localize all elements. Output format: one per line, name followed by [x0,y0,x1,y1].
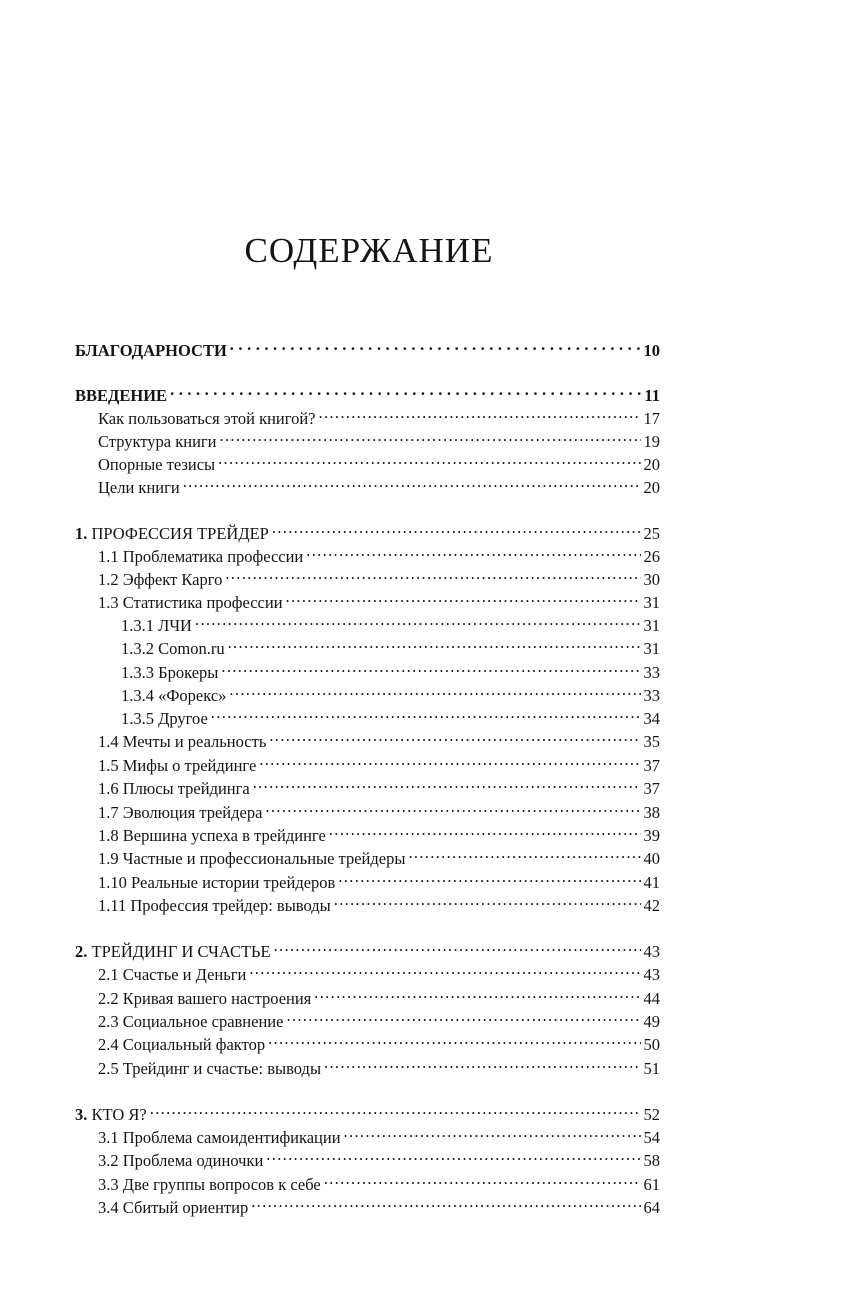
toc-entry-label: 3.4 Сбитый ориентир [98,1198,249,1217]
chapter-title: ТРЕЙДИНГ И СЧАСТЬЕ [87,942,271,961]
toc-entry-introduction [75,378,660,405]
toc-entry-label: 2.1 Счастье и Деньги [98,965,247,984]
toc-entry-label: 1.2 Эффект Карго [98,570,223,589]
dot-leader [259,748,640,771]
toc-entry [75,888,660,915]
chapter-number: 2. [75,942,88,961]
toc-entry-page: 61 [643,1175,660,1194]
toc-entry [75,724,660,751]
toc-entry-label: Структура книги [98,432,217,451]
toc-entry-page: 31 [643,639,660,658]
toc-entry-page: 31 [643,593,660,612]
toc-entry-page: 35 [643,732,660,751]
toc-entry [75,1027,660,1054]
toc-entry-label: 1.4 Мечты и реальность [98,732,267,751]
dot-leader [286,1004,640,1027]
toc-entry-label: 3.2 Проблема одиночки [98,1151,264,1170]
toc-entry [75,795,660,822]
dot-leader [220,424,641,447]
dot-leader [338,865,640,888]
toc-entry-page: 51 [643,1059,660,1078]
toc-entry [75,865,660,892]
toc-entry-label: 2.5 Трейдинг и счастье: выводы [98,1059,322,1078]
toc-entry [75,401,660,428]
toc-entry [75,655,660,682]
dot-leader [306,539,640,562]
dot-leader [230,333,641,356]
toc-entry [75,539,660,566]
chapter-number: 3. [75,1105,88,1124]
toc-entry-page: 30 [643,570,660,589]
toc-entry-label: 1.8 Вершина успеха в трейдинге [98,826,326,845]
toc-entry-page: 43 [643,942,660,961]
toc-entry-page: 31 [643,616,660,635]
toc-entry [75,748,660,775]
dot-leader [268,1027,640,1050]
dot-leader [211,701,641,724]
toc-entry-page: 41 [643,873,660,892]
chapter-title: КТО Я? [87,1105,147,1124]
toc-entry [75,1051,660,1078]
dot-leader [253,771,641,794]
dot-leader [150,1097,641,1120]
toc-entry [75,1120,660,1147]
dot-leader [170,378,641,401]
toc-entry [75,678,660,705]
chapter-number: 1. [75,524,88,543]
toc-entry-label: 2.2 Кривая вашего настроения [98,989,312,1008]
toc-entry-label: 1.6 Плюсы трейдинга [98,779,250,798]
toc-entry-page: 42 [643,896,660,915]
toc-entry-page: 20 [643,478,660,497]
toc-entry [75,818,660,845]
toc-entry [75,470,660,497]
toc-entry-page: 17 [643,409,660,428]
toc-entry-label: БЛАГОДАРНОСТИ [75,341,227,360]
toc-entry-page: 11 [644,386,660,405]
toc-entry-chapter-2 [75,934,660,961]
dot-leader [228,631,641,654]
toc-entry-label: 2.4 Социальный фактор [98,1035,266,1054]
toc-entry-label: Как пользоваться этой книгой? [98,409,316,428]
toc-entry-label: 2.3 Социальное сравнение [98,1012,284,1031]
toc-entry-page: 54 [643,1128,660,1147]
page-title: СОДЕРЖАНИЕ [244,231,494,270]
toc-entry-page: 10 [643,341,660,360]
dot-leader [251,1190,640,1213]
toc-entry-page: 25 [643,524,660,543]
dot-leader [183,470,641,493]
toc-entry-page: 39 [643,826,660,845]
toc-entry-acknowledgements [75,333,660,360]
toc-entry-label: 1.3.3 Брокеры [121,663,219,682]
toc-entry-label: 1.3.2 Comon.ru [121,639,225,658]
toc-entry-page: 43 [643,965,660,984]
toc-entry-page: 26 [643,547,660,566]
toc-entry-label: 3.1 Проблема самоидентификации [98,1128,341,1147]
toc-entry [75,981,660,1008]
toc-entry [75,1143,660,1170]
toc-entry-label: 1.3.1 ЛЧИ [121,616,192,635]
toc-entry-page: 64 [643,1198,660,1217]
toc-entry-page: 37 [643,756,660,775]
toc-entry [75,631,660,658]
toc-entry [75,1004,660,1031]
toc-entry-label: 1.1 Проблематика профессии [98,547,304,566]
toc-entry-page: 20 [643,455,660,474]
toc-entry [75,447,660,474]
dot-leader [334,888,641,911]
toc-entry-page: 52 [643,1105,660,1124]
dot-leader [324,1167,641,1190]
toc-entry-label: 1.3.4 «Форекс» [121,686,227,705]
toc-entry [75,701,660,728]
toc-entry-page: 38 [643,803,660,822]
toc-entry [75,424,660,451]
dot-leader [324,1051,640,1074]
toc-entry-label: 1.7 Эволюция трейдера [98,803,263,822]
dot-leader [249,957,640,980]
dot-leader [195,608,641,631]
toc-entry-page: 34 [643,709,660,728]
toc-entry [75,1167,660,1194]
toc-entry-label: ВВЕДЕНИЕ [75,386,168,405]
toc-entry-page: 50 [643,1035,660,1054]
toc-entry-chapter-3 [75,1097,660,1124]
dot-leader [269,724,640,747]
dot-leader [274,934,641,957]
toc-entry-page: 40 [643,849,660,868]
toc-entry-label: 1.10 Реальные истории трейдеров [98,873,336,892]
dot-leader [218,447,640,470]
toc-entry [75,841,660,868]
toc-entry-label: 1.3.5 Другое [121,709,208,728]
dot-leader [286,585,641,608]
toc-entry [75,1190,660,1217]
toc-entry-label: 1.9 Частные и профессиональные трейдеры [98,849,406,868]
dot-leader [221,655,640,678]
toc-entry-label: 3.3 Две группы вопросов к себе [98,1175,321,1194]
dot-leader [229,678,640,701]
toc-entry-page: 58 [643,1151,660,1170]
dot-leader [265,795,640,818]
toc-entry-label: 1.5 Мифы о трейдинге [98,756,257,775]
toc-entry-page: 33 [643,663,660,682]
toc-entry-page: 37 [643,779,660,798]
toc-entry-page: 49 [643,1012,660,1031]
toc-entry-label: 1.3 Статистика профессии [98,593,283,612]
dot-leader [344,1120,641,1143]
toc-entry [75,957,660,984]
toc-entry-page: 44 [643,989,660,1008]
toc-entry-label: Опорные тезисы [98,455,216,474]
toc-entry [75,585,660,612]
dot-leader [319,401,641,424]
dot-leader [314,981,640,1004]
toc-entry-chapter-1 [75,516,660,543]
dot-leader [408,841,640,864]
chapter-title: ПРОФЕССИЯ ТРЕЙДЕР [87,524,269,543]
toc-entry-label: 1.11 Профессия трейдер: выводы [98,896,331,915]
toc-entry [75,608,660,635]
dot-leader [266,1143,640,1166]
toc-entry [75,771,660,798]
toc-entry-page: 33 [643,686,660,705]
dot-leader [272,516,641,539]
toc-entry-label: Цели книги [98,478,180,497]
dot-leader [329,818,641,841]
toc-entry [75,562,660,589]
dot-leader [225,562,640,585]
toc-entry-page: 19 [643,432,660,451]
